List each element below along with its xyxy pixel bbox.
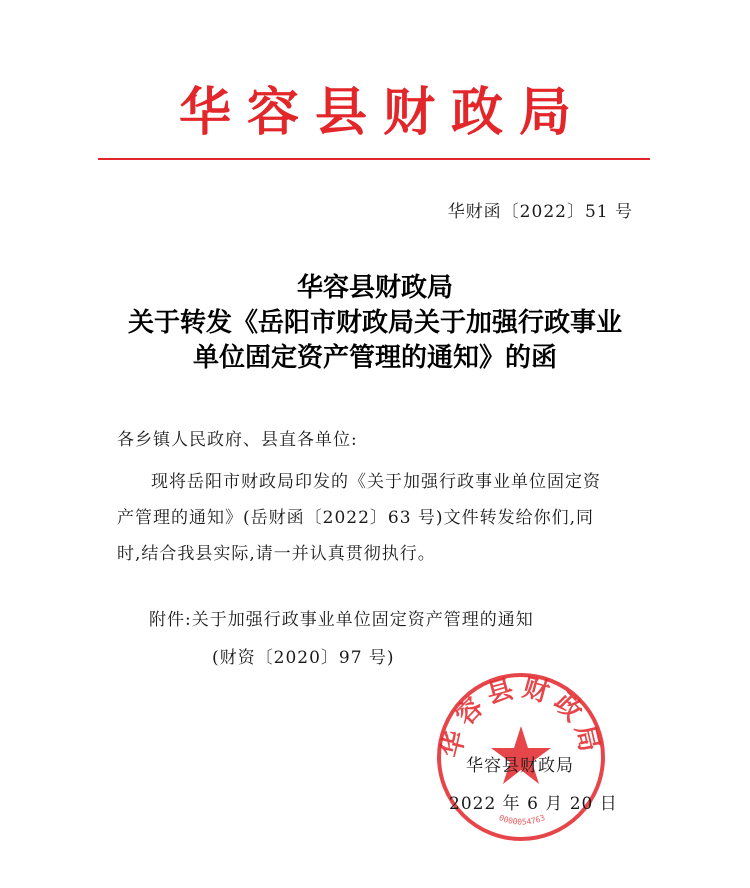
body-line-2: 产管理的通知》(岳财函〔2022〕63 号)文件转发给你们,同 <box>117 508 594 528</box>
seal-arc-text: 华容县财政局 <box>436 672 606 761</box>
title-line-1: 华容县财政局 <box>296 273 453 303</box>
body-line-3: 时,结合我县实际,请一并认真贯彻执行。 <box>117 544 436 564</box>
attachment-line-1: 附件:关于加强行政事业单位固定资产管理的通知 <box>149 610 534 630</box>
letterhead-title: 华容县财政局 <box>178 83 587 143</box>
seal-code-text: 0000054763 <box>497 813 547 827</box>
salutation: 各乡镇人民政府、县直各单位: <box>117 430 358 450</box>
document-title <box>0 271 750 376</box>
signature-organization: 华容县财政局 <box>466 756 574 776</box>
body-paragraph <box>117 464 601 572</box>
body-line-1: 现将岳阳市财政局印发的《关于加强行政事业单位固定资 <box>151 472 601 492</box>
signature-date: 2022 年 6 月 20 日 <box>449 794 618 814</box>
document-number: 华财函〔2022〕51 号 <box>447 202 633 222</box>
title-line-3: 单位固定资产管理的通知》的函 <box>192 343 557 373</box>
title-line-2: 关于转发《岳阳市财政局关于加强行政事业 <box>127 308 622 338</box>
attachment-line-2: (财资〔2020〕97 号) <box>212 648 395 668</box>
letterhead-red-rule <box>98 158 650 160</box>
